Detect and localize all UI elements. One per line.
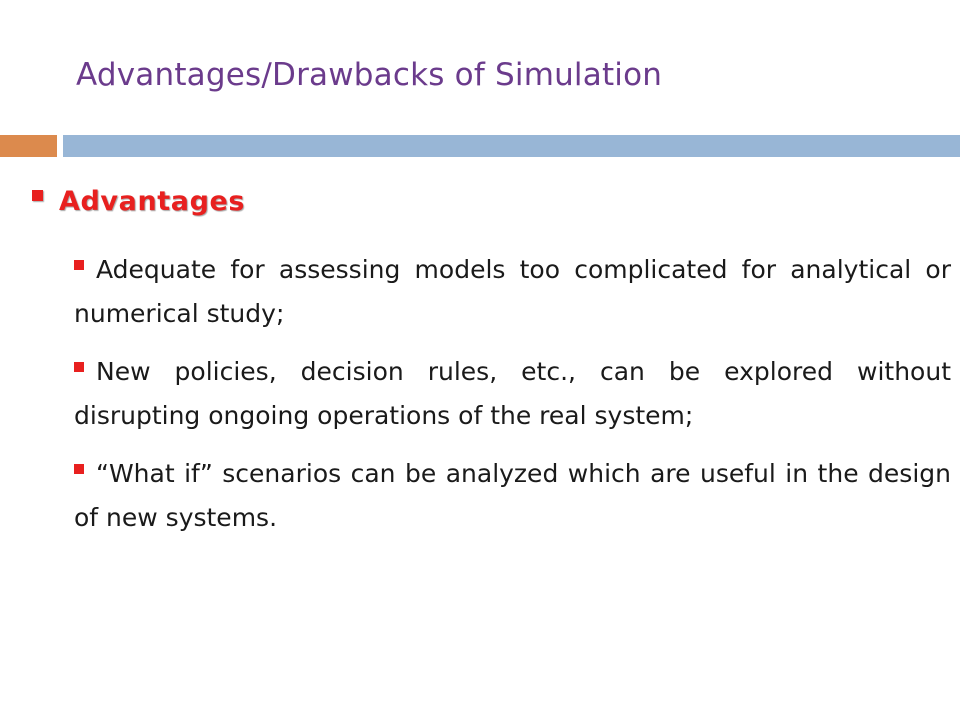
square-bullet-icon (74, 260, 84, 270)
accent-bar-orange (0, 135, 57, 157)
slide-title: Advantages/Drawbacks of Simulation (76, 57, 663, 93)
advantages-heading-label: Advantages (59, 186, 246, 217)
square-bullet-icon (32, 190, 43, 201)
square-bullet-icon (74, 362, 84, 372)
list-item (74, 248, 951, 336)
list-item-text: “What if” scenarios can be analyzed which are useful in the design of new systems. (74, 459, 951, 532)
advantages-heading (32, 186, 245, 217)
square-bullet-icon (74, 464, 84, 474)
list-item-text: New policies, decision rules, etc., can be explored without disrupting ongoing operations of the real system; (74, 357, 951, 430)
accent-bar-blue (63, 135, 960, 157)
advantages-list (74, 248, 951, 554)
list-item (74, 452, 951, 540)
list-item (74, 350, 951, 438)
list-item-text: Adequate for assessing models too complicated for analytical or numerical study; (74, 255, 951, 328)
